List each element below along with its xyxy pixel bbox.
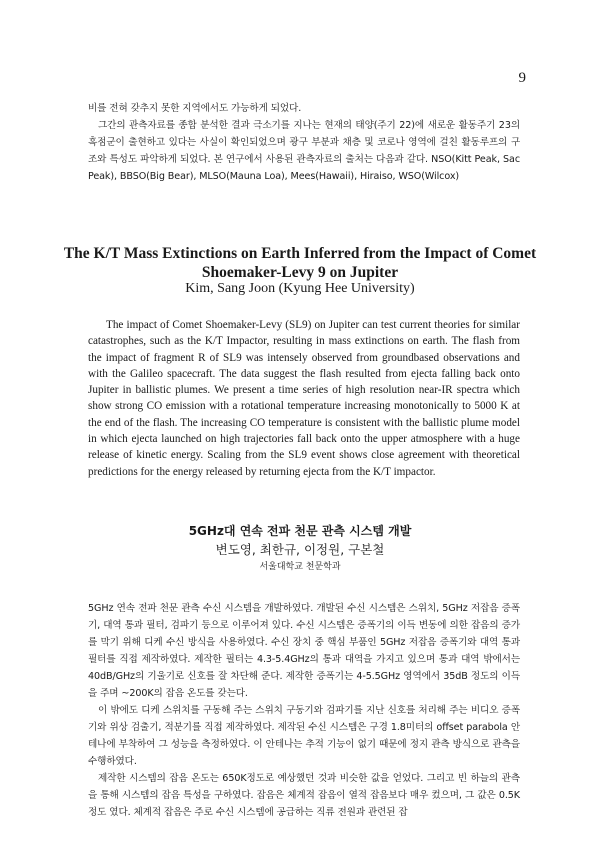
article2-affiliation: 서울대학교 천문학과	[259, 562, 341, 572]
article2-paragraph-1: 5GHz 연속 전파 천문 관측 수신 시스템을 개발하였다. 개발된 수신 시스템은 스위치, 5GHz 저잡음 증폭기, 대역 통과 필터, 검파기 등으로 이루어져 있다. 수신 시스템은 증폭기의 이득 변동에 의한 잡음의 증가를 막기 위해 디케 수신 방식을 사용하였다. 수신 장치 중 핵심 부품인 5GHz 저잡음 증폭기와 대역 통과 필터를 직접 제작하였다. 제작한 필터는 4.3-5.4GHz의 통과 대역을 가지고 있으며 통과 대역 밖에서는 40dB/GHz의 기울기로 신호를 잘 차단해 준다. 제작한 증폭기는 4-5.5GHz 영역에서 35dB 정도의 이득을 주며 ~200K의 잡음 온도를 갖는다.	[88, 603, 520, 699]
top-paragraph-1: 비를 전혀 갖추지 못한 지역에서도 가능하게 되었다.	[88, 103, 302, 114]
top-paragraph-2: 그간의 관측자료를 종합 분석한 결과 극소기를 지나는 현재의 태양(주기 22)에 새로운 활동주기 23의 흑점군이 출현하고 있다는 사실이 확인되었으며 광구 부분과 채층 및 코로나 영역에 걸친 활동루프의 구조와 특성도 파악하게 되었다. 본 연구에서 사용된 관측자료의 출처는 다음과 같다. NSO(Kitt Peak, Sac Peak), BBSO(Big Bear), MLSO(Mauna Loa), Mees(Hawaii), Hiraiso, WSO(Wilcox)	[88, 120, 520, 182]
article2-paragraph-3: 제작한 시스템의 잡음 온도는 650K정도로 예상했던 것과 비슷한 값을 얻었다. 그리고 빈 하늘의 관측을 통해 시스템의 잡음 특성을 구하였다. 잡음은 체계적 잡음이 열적 잡음보다 매우 컸으며, 그 값은 0.5K 정도 였다. 체계적 잡음은 주로 수신 시스템에 공급하는 직류 전원과 관련된 잡	[88, 773, 520, 818]
article2-body	[88, 600, 520, 821]
top-section	[88, 100, 520, 185]
page-number: 9	[518, 70, 526, 86]
article2-authors: 변도영, 최한규, 이정원, 구본철	[215, 542, 385, 557]
article1-author: Kim, Sang Joon (Kyung Hee University)	[185, 281, 415, 296]
article2-paragraph-2: 이 밖에도 디케 스위치를 구동해 주는 스위치 구동기와 검파기를 지난 신호를 처리해 주는 비디오 증폭기와 위상 검출기, 적분기를 직접 제작하였다. 제작된 수신 시스템은 구경 1.8미터의 offset parabola 안테나에 부착하여 그 성능을 측정하였다. 이 안테나는 추적 기능이 없기 때문에 정지 관측 방식으로 관측을 수행하였다.	[88, 705, 520, 767]
article1-abstract	[88, 317, 520, 480]
article1-title: The K/T Mass Extinctions on Earth Inferred from the Impact of Comet Shoemaker-Levy 9 on Jupiter	[63, 245, 537, 281]
article1-abstract-text: The impact of Comet Shoemaker-Levy (SL9) on Jupiter can test current theories for similar catastrophes, such as the K/T Impactor, resulting in mass extinctions on earth. The flash from the impact of fragment R of SL9 was intensely observed from groundbased observations and with the Galileo spacecraft. The data suggest the flash resulted from ejecta falling back onto Jupiter in ballistic plumes. We present a time series of high resolution near-IR spectra which show strong CO emission with a rotational temperature increasing monotonically to 5000 K at the end of the flash. The increasing CO temperature is consistent with the ballistic plume model in which ejecta launched on high trajectories fall back onto the upper atmosphere with a huge release of kinetic energy. Scaling from the SL9 event shows close agreement with theoretical predictions for the energy released by returning ejecta from the K/T impactor.	[88, 319, 520, 478]
article2-title: 5GHz대 연속 전파 천문 관측 시스템 개발	[188, 524, 412, 538]
